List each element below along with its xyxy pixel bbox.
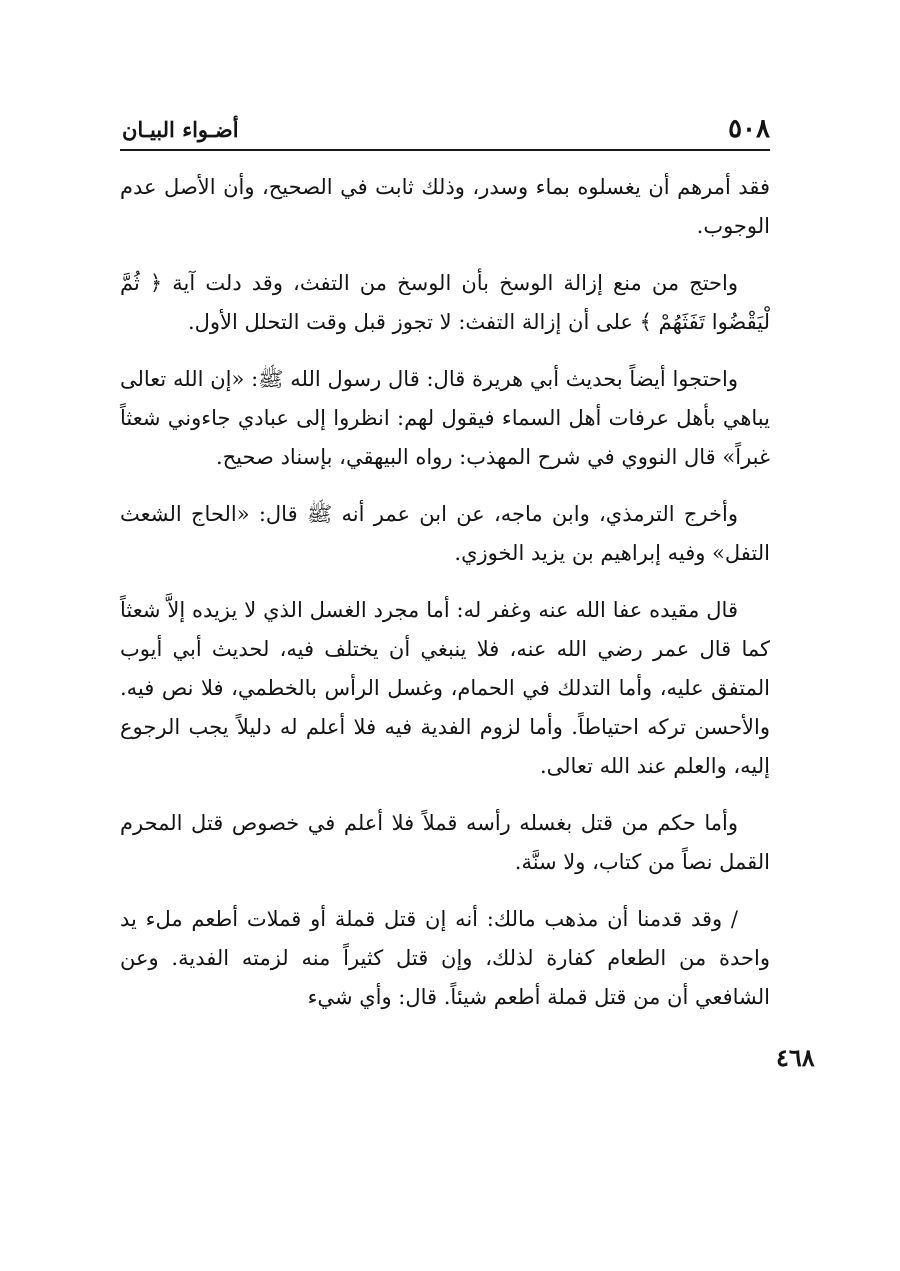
page-number: ٥٠٨ bbox=[728, 114, 770, 144]
book-title: أضـواء البيـان bbox=[122, 117, 239, 142]
paragraph-2: واحتج من منع إزالة الوسخ بأن الوسخ من التفث، وقد دلت آية ﴿ ثُمَّ لْيَقْضُوا تَفَثَهُمْ ﴾ على أن إزالة التفث: لا تجوز قبل وقت التحلل الأول. bbox=[120, 271, 770, 334]
paragraph-7: / وقد قدمنا أن مذهب مالك: أنه إن قتل قملة أو قملات أطعم ملء يد واحدة من الطعام كفارة لذلك، وإن قتل كثيراً منه لزمته الفدية. وعن الشافعي أن من قتل قملة أطعم شيئاً. قال: وأي شيء bbox=[120, 907, 770, 1009]
document-page bbox=[120, 0, 770, 1271]
page-header bbox=[120, 112, 770, 146]
paragraph-6: وأما حكم من قتل بغسله رأسه قملاً فلا أعلم في خصوص قتل المحرم القمل نصاً من كتاب، ولا سنَّة. bbox=[120, 811, 770, 874]
paragraph-5: قال مقيده عفا الله عنه وغفر له: أما مجرد الغسل الذي لا يزيده إلاَّ شعثاً كما قال عمر رضي الله عنه، فلا ينبغي أن يختلف فيه، لحديث أبي أيوب المتفق عليه، وأما التدلك في الحمام، وغسل الرأس بالخطمي، فلا نص فيه. والأحسن تركه احتياطاً. وأما لزوم الفدية فيه فلا أعلم له دليلاً يجب الرجوع إليه، والعلم عند الله تعالى. bbox=[120, 598, 770, 778]
paragraph-1: فقد أمرهم أن يغسلوه بماء وسدر، وذلك ثابت في الصحيح، وأن الأصل عدم الوجوب. bbox=[120, 175, 770, 238]
margin-page-reference: ٤٦٨ bbox=[776, 1043, 815, 1072]
paragraph-4: وأخرج الترمذي، وابن ماجه، عن ابن عمر أنه ﷺ قال: «الحاج الشعث التفل» وفيه إبراهيم بن يزيد الخوزي. bbox=[120, 502, 770, 565]
header-divider bbox=[120, 149, 770, 151]
body-text bbox=[120, 168, 770, 1017]
paragraph-3: واحتجوا أيضاً بحديث أبي هريرة قال: قال رسول الله ﷺ: «إن الله تعالى يباهي بأهل عرفات أهل السماء فيقول لهم: انظروا إلى عبادي جاءوني شعثاً غبراً» قال النووي في شرح المهذب: رواه البيهقي، بإسناد صحيح. bbox=[120, 367, 770, 469]
